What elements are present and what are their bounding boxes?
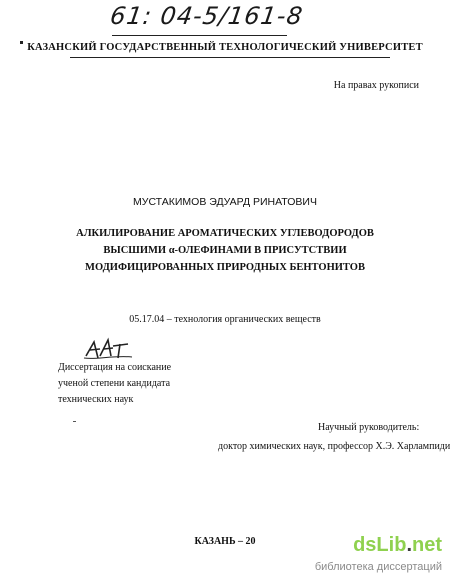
dslib-subtitle: библиотека диссертаций xyxy=(314,561,442,573)
logo-main: dsLib xyxy=(353,534,407,556)
rights-note: На правах рукописи xyxy=(333,80,419,91)
city-year: КАЗАНЬ – 20 xyxy=(194,536,256,547)
dissertation-degree-note xyxy=(58,360,171,408)
logo-dot: . xyxy=(406,534,412,556)
title-line: АЛКИЛИРОВАНИЕ АРОМАТИЧЕСКИХ УГЛЕВОДОРОДОВ xyxy=(76,228,374,239)
handwritten-archive-code: 61: 04-5/161-8 xyxy=(108,2,305,30)
header-rule xyxy=(70,57,390,58)
specialty-code: 05.17.04 – технология органических веществ xyxy=(129,314,321,325)
dslib-watermark[interactable] xyxy=(314,534,450,581)
logo-tld: net xyxy=(412,534,442,556)
dissertation-title xyxy=(0,225,450,276)
degree-line: ученой степени кандидата xyxy=(58,378,171,389)
supervisor-label: Научный руководитель: xyxy=(318,422,420,433)
supervisor-name: доктор химических наук, профессор Х.Э. Харлампиди xyxy=(218,441,450,452)
margin-tick xyxy=(73,421,76,422)
degree-line: Диссертация на соискание xyxy=(58,362,172,373)
title-line: ВЫСШИМИ α-ОЛЕФИНАМИ В ПРИСУТСТВИИ xyxy=(103,245,347,256)
university-name: КАЗАНСКИЙ ГОСУДАРСТВЕННЫЙ ТЕХНОЛОГИЧЕСКИЙ УНИВЕРСИТЕТ xyxy=(27,42,423,53)
title-line: МОДИФИЦИРОВАННЫХ ПРИРОДНЫХ БЕНТОНИТОВ xyxy=(85,262,365,273)
degree-line: технических наук xyxy=(58,394,134,405)
dslib-logo xyxy=(353,534,442,557)
handwritten-underline xyxy=(112,35,287,36)
author-name: МУСТАКИМОВ ЭДУАРД РИНАТОВИЧ xyxy=(133,196,317,208)
